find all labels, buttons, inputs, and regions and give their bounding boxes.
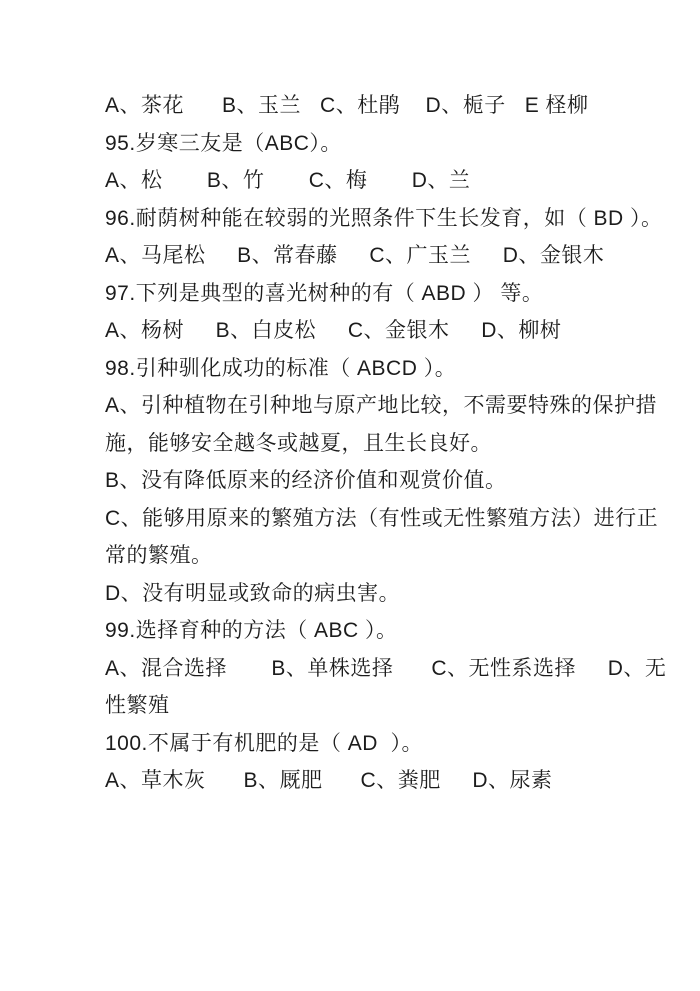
option-98-c-line2: 常的繁殖。 [105,544,213,567]
option-98-a-line2: 施，能够安全越冬或越夏，且生长良好。 [105,431,492,455]
options-line-99-part1: A、混合选择 B、单株选择 C、无性系选择 D、无 [105,656,667,680]
option-98-c-line1: C、能够用原来的繁殖方法（有性或无性繁殖方法）进行正 [105,506,659,530]
options-line-97: A、杨树 B、白皮松 C、金银木 D、柳树 [105,319,562,342]
options-line-99-part2: 性繁殖 [105,694,170,717]
question-96: 96.耐荫树种能在较弱的光照条件下生长发育，如（ BD ）。 [105,206,663,230]
question-95: 95.岁寒三友是（ABC）。 [105,131,342,155]
question-97: 97.下列是典型的喜光树种的有（ ABD ） 等。 [105,281,544,305]
question-100: 100.不属于有机肥的是（ AD ）。 [105,731,424,755]
question-98: 98.引种驯化成功的标准（ ABCD ）。 [105,356,457,380]
options-line-95: A、松 B、竹 C、梅 D、兰 [105,169,471,192]
options-line-100: A、草木灰 B、厩肥 C、粪肥 D、尿素 [105,769,553,792]
option-98-b: B、没有降低原来的经济价值和观赏价值。 [105,469,507,492]
option-98-a-line1: A、引种植物在引种地与原产地比较，不需要特殊的保护措 [105,394,658,417]
option-98-d: D、没有明显或致命的病虫害。 [105,581,401,605]
question-99: 99.选择育种的方法（ ABC ）。 [105,619,398,642]
options-line-96: A、马尾松 B、常春藤 C、广玉兰 D、金银木 [105,244,605,267]
options-line-prev-question: A、茶花 B、玉兰 C、杜鹃 D、栀子 E 柽柳 [105,94,589,117]
